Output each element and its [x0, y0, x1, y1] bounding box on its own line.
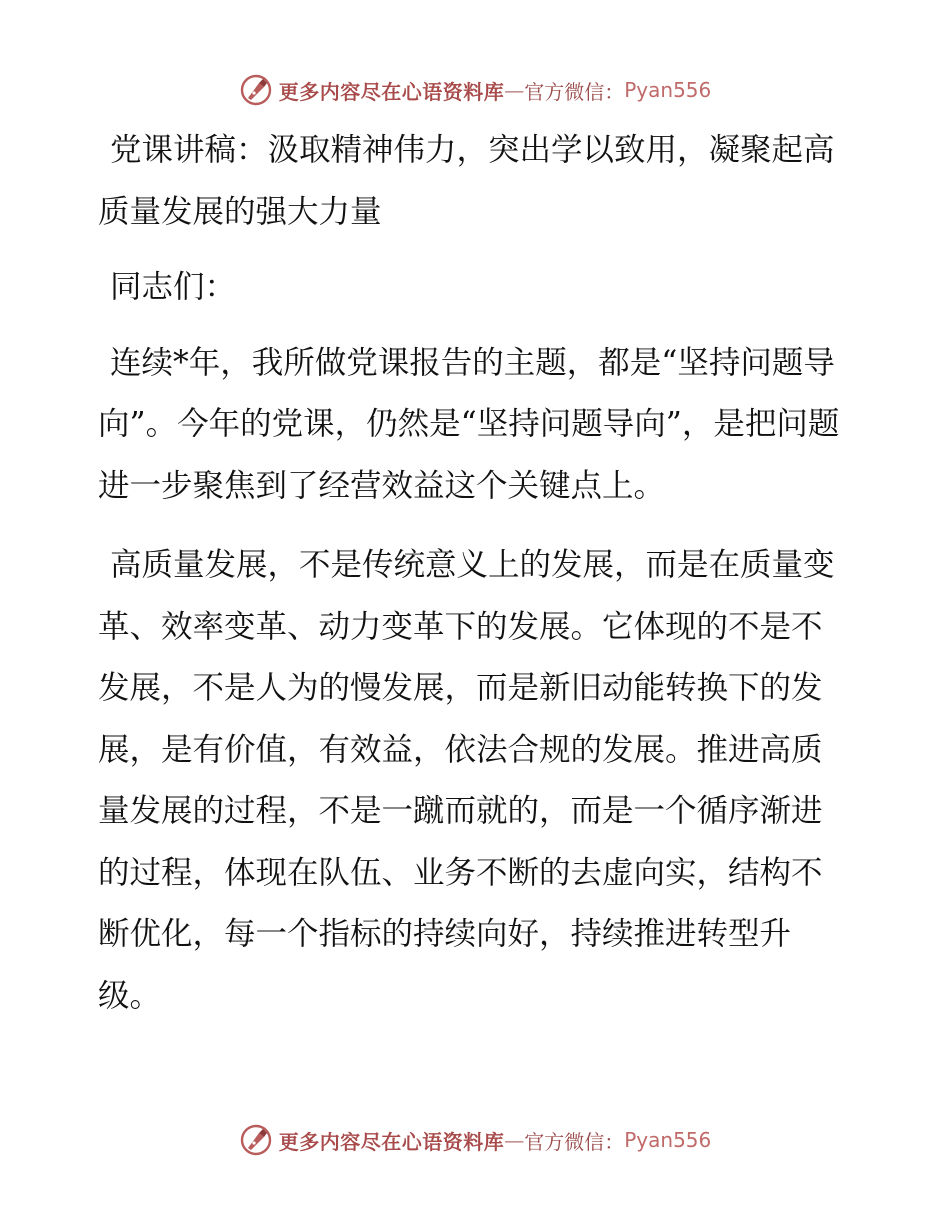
- watermark-main-text: 更多内容尽在心语资料库: [278, 1129, 505, 1154]
- watermark-wechat-id: Pyan556: [624, 78, 712, 102]
- watermark-sub-text: 官方微信：: [524, 79, 625, 104]
- watermark-dash: —: [504, 1128, 525, 1152]
- watermark-dash: —: [504, 78, 525, 102]
- paragraph-2: 高质量发展，不是传统意义上的发展，而是在质量变革、效率变革、动力变革下的发展。它体现的不是不发展，不是人为的慢发展，而是新旧动能转换下的发展，是有价值，有效益，依法合规的发展。推进高质量发展的过程，不是一蹴而就的，而是一个循序渐进的过程，体现在队伍、业务不断的去虚向实，结构不断优化，每一个指标的持续向好，持续推进转型升级。: [98, 547, 835, 1014]
- greeting: 同志们：: [110, 269, 237, 305]
- pen-nib-logo-icon: [239, 1123, 273, 1157]
- footer-watermark: [0, 1120, 950, 1160]
- document-title: 党课讲稿：汲取精神伟力，突出学以致用，凝聚起高质量发展的强大力量: [98, 132, 835, 230]
- document-body: [98, 120, 850, 1027]
- header-watermark: [0, 70, 950, 110]
- pen-nib-logo-icon: [239, 73, 273, 107]
- watermark-main-text: 更多内容尽在心语资料库: [278, 79, 505, 104]
- watermark-wechat-id: Pyan556: [624, 1128, 712, 1152]
- watermark-sub-text: 官方微信：: [524, 1129, 625, 1154]
- paragraph-1: 连续*年，我所做党课报告的主题，都是“坚持问题导向”。今年的党课，仍然是“坚持问题导向”，是把问题进一步聚焦到了经营效益这个关键点上。: [98, 344, 840, 504]
